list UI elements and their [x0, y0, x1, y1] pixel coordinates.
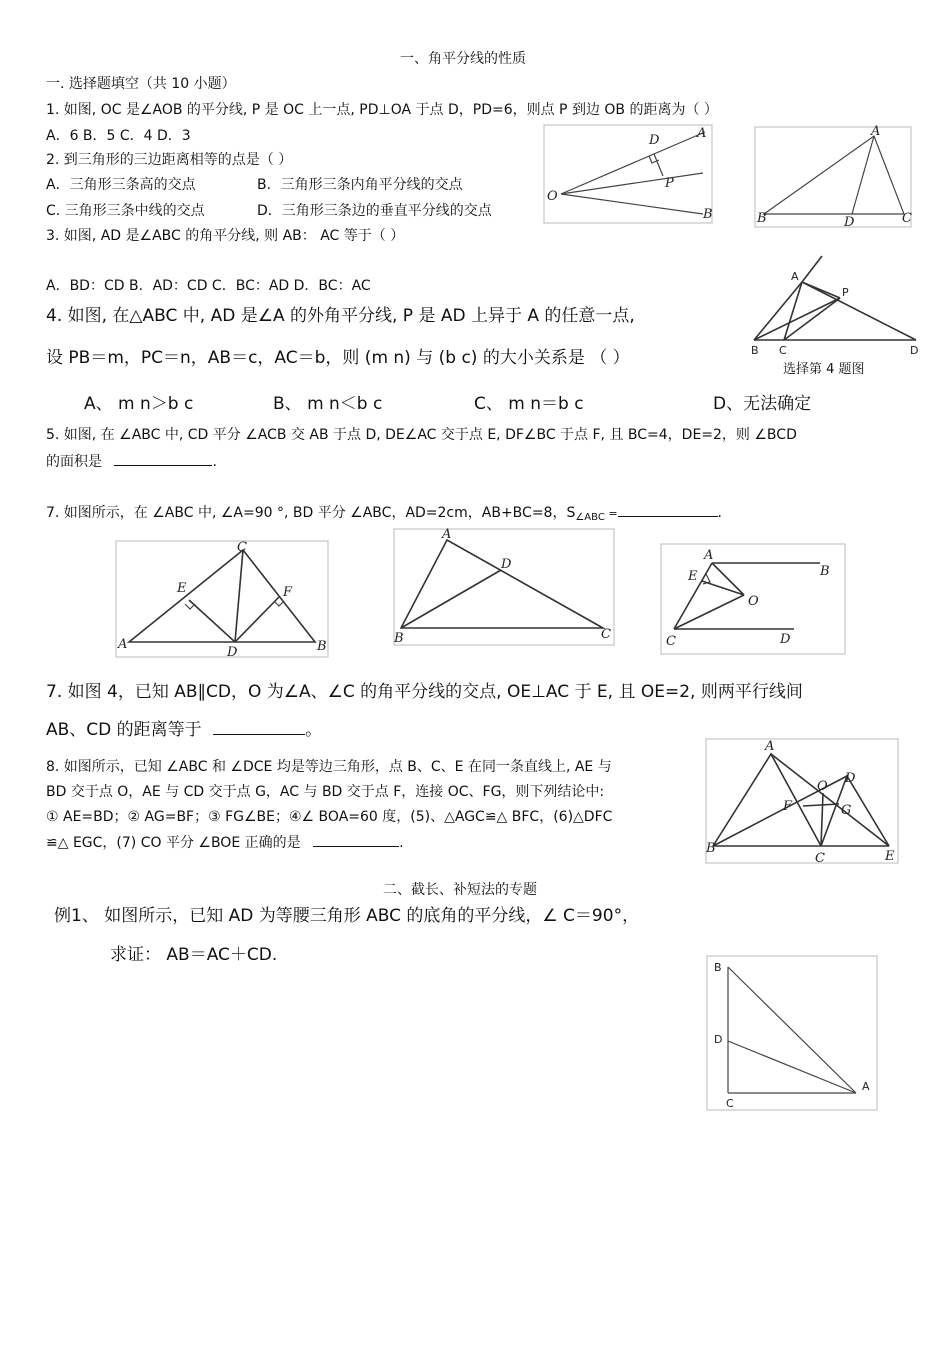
q7b-line2-suffix: 。 — [305, 720, 323, 740]
q5-answer-blank[interactable] — [114, 451, 212, 466]
q3-options: A．BD：CD B．AD：CD C．BC：AD D．BC：AC — [46, 278, 371, 294]
extension-ac — [802, 282, 916, 340]
q2-text: 2. 到三角形的三边距离相等的点是（ ） — [46, 152, 293, 168]
label-c: C — [779, 344, 787, 357]
segment-ac — [784, 282, 802, 340]
figure-q7-right-triangle — [393, 528, 615, 646]
label-d: D — [845, 771, 856, 786]
ray-oa — [561, 132, 705, 194]
figure-q4-exterior-bisector — [748, 254, 923, 359]
figure-frame — [706, 739, 898, 863]
label-o: O — [817, 779, 828, 794]
q7a-answer-blank[interactable] — [618, 502, 718, 517]
figure-q7b-parallel-lines — [660, 543, 846, 655]
label-p: P — [842, 286, 849, 299]
label-d: D — [844, 215, 855, 230]
figure-q3-triangle — [754, 126, 912, 228]
label-d: D — [780, 632, 791, 647]
label-d: D — [649, 133, 660, 148]
segment-fg — [803, 804, 839, 806]
q2-option-b: B．三角形三条内角平分线的交点 — [257, 177, 463, 193]
label-b: B — [757, 211, 767, 226]
q4-line2: 设 PB＝m，PC＝n，AB＝c，AC＝b，则 (m n) 与 (b c) 的大小关系是 （ ） — [46, 348, 630, 368]
label-d: D — [227, 645, 238, 660]
label-a: A — [118, 637, 128, 652]
q7b-line2-prefix: AB、CD 的距离等于 — [46, 720, 202, 740]
q2-option-c: C. 三角形三条中线的交点 — [46, 203, 205, 219]
bisector-ad-up — [802, 256, 822, 282]
q7a-eq: = — [604, 507, 618, 520]
label-a: A — [442, 527, 452, 542]
segment-ap — [802, 282, 840, 298]
label-a: A — [697, 126, 707, 141]
q2-option-a: A．三角形三条高的交点 — [46, 177, 196, 193]
q7b-line2 — [46, 718, 322, 741]
q2-option-d: D．三角形三条边的垂直平分线的交点 — [257, 203, 492, 219]
figure-example1-triangle — [706, 955, 878, 1111]
q7b-line1: 7. 如图 4，已知 AB∥CD，O 为∠A、∠C 的角平分线的交点, OE⊥AC 于 E, 且 OE=2, 则两平行线间 — [46, 682, 803, 702]
label-p: P — [665, 176, 674, 191]
example1-line1: 例1、 如图所示，已知 AD 为等腰三角形 ABC 的底角的平分线，∠ C＝90°， — [54, 906, 640, 926]
triangle-dce — [821, 776, 889, 846]
segment-cd — [235, 550, 243, 642]
q8-line1: 8. 如图所示，已知 ∠ABC 和 ∠DCE 均是等边三角形，点 B、C、E 在同一条直线上, AE 与 — [46, 759, 612, 775]
ray-oc — [561, 173, 703, 194]
label-a: A — [765, 739, 775, 754]
q1-text: 1. 如图, OC 是∠AOB 的平分线, P 是 OC 上一点, PD⊥OA 于点 D，PD=6，则点 P 到边 OB 的距离为（ ） — [46, 102, 718, 118]
q4-line1: 4. 如图, 在△ABC 中, AD 是∠A 的外角平分线, P 是 AD 上异于 A 的任意一点, — [46, 306, 635, 326]
label-b: B — [714, 961, 722, 974]
label-c: C — [237, 540, 247, 555]
q8-line2: BD 交于点 O，AE 与 CD 交于点 G，AC 与 BD 交于点 F，连接 OC、FG，则下列结论中: — [46, 784, 605, 800]
label-b: B — [317, 639, 327, 654]
label-b: B — [751, 344, 759, 357]
segment-pd — [654, 154, 663, 176]
segment-ad — [852, 136, 874, 214]
q7a-line — [46, 502, 722, 524]
triangle-abc — [713, 754, 821, 846]
q7a-subscript: ∠ABC — [575, 512, 605, 523]
right-angle-f — [274, 601, 284, 606]
q7a-text: 7. 如图所示，在 ∠ABC 中, ∠A=90 °, BD 平分 ∠ABC，AD=2cm，AB+BC=8，S — [46, 505, 576, 521]
label-b: B — [820, 564, 830, 579]
segment-pb — [754, 298, 840, 340]
triangle-abc — [401, 540, 603, 628]
q5-line1: 5. 如图, 在 ∠ABC 中, CD 平分 ∠ACB 交 AB 于点 D, DE∠AC 交于点 E, DF∠BC 于点 F, 且 BC=4，DE=2，则 ∠BCD — [46, 427, 797, 443]
q8-line3: ① AE=BD；② AG=BF；③ FG∠BE；④∠ BOA=60 度，(5)、△AGC≌△ BFC，(6)△DFC — [46, 809, 613, 825]
segment-oc — [821, 793, 823, 846]
label-d: D — [501, 557, 512, 572]
label-a: A — [704, 548, 714, 563]
q1-options: A．6 B．5 C．4 D．3 — [46, 128, 191, 144]
segment-da — [728, 1041, 856, 1093]
label-c: C — [666, 634, 676, 649]
q8-line4-prefix: ≌△ EGC，(7) CO 平分 ∠BOE 正确的是 — [46, 835, 301, 851]
q4-option-c: C、 m n＝b c — [474, 394, 584, 414]
section1-title: 一、角平分线的性质 — [400, 51, 526, 67]
q8-line4 — [46, 832, 404, 852]
label-a: A — [791, 270, 799, 283]
q8-line4-suffix: . — [399, 835, 404, 851]
segment-ba — [728, 967, 856, 1093]
q4-caption: 选择第 4 题图 — [783, 362, 865, 377]
segment-pc — [784, 298, 840, 340]
ray-ob — [561, 194, 703, 214]
label-d: D — [910, 344, 919, 357]
label-c: C — [601, 627, 611, 642]
label-c: C — [815, 851, 825, 866]
right-angle-e — [185, 604, 195, 609]
label-o: O — [547, 189, 558, 204]
figure-q1-angle-bisector — [543, 124, 713, 224]
q5-line2-suffix: . — [212, 454, 217, 470]
q3-text: 3. 如图, AD 是∠ABC 的角平分线, 则 AB： AC 等于（ ） — [46, 228, 405, 244]
figure-frame — [755, 127, 911, 227]
figure-frame — [707, 956, 877, 1110]
label-f: F — [283, 585, 293, 600]
label-c: C — [726, 1097, 734, 1110]
label-a: A — [862, 1080, 870, 1093]
segment-de — [189, 600, 235, 642]
label-b: B — [394, 631, 404, 646]
label-a: A — [871, 124, 881, 139]
q5-line2-prefix: 的面积是 — [46, 454, 102, 470]
label-b: B — [703, 207, 713, 222]
label-e: E — [688, 569, 698, 584]
segment-df — [235, 597, 279, 642]
q7a-end: . — [717, 505, 722, 521]
label-o: O — [748, 594, 759, 609]
q7b-answer-blank[interactable] — [213, 718, 305, 735]
label-e: E — [885, 849, 895, 864]
figure-q5-triangle — [115, 540, 329, 658]
section2-title: 二、截长、补短法的专题 — [383, 882, 537, 898]
label-d: D — [714, 1033, 723, 1046]
q8-answer-blank[interactable] — [313, 832, 399, 847]
label-g: G — [841, 803, 852, 818]
triangle-abc — [764, 136, 904, 214]
label-b: B — [706, 841, 716, 856]
example1-line2: 求证： AB＝AC＋CD. — [110, 945, 278, 965]
label-f: F — [783, 799, 793, 814]
q4-option-b: B、 m n＜b c — [273, 394, 383, 414]
figure-q8-equilateral-triangles — [705, 738, 899, 864]
q4-option-d: D、无法确定 — [713, 394, 812, 414]
q5-line2 — [46, 451, 217, 471]
figure-frame — [116, 541, 328, 657]
part1-heading: 一. 选择题填空（共 10 小题） — [46, 76, 236, 92]
label-e: E — [177, 581, 187, 596]
label-c: C — [902, 211, 912, 226]
q4-option-a: A、 m n＞b c — [84, 394, 194, 414]
